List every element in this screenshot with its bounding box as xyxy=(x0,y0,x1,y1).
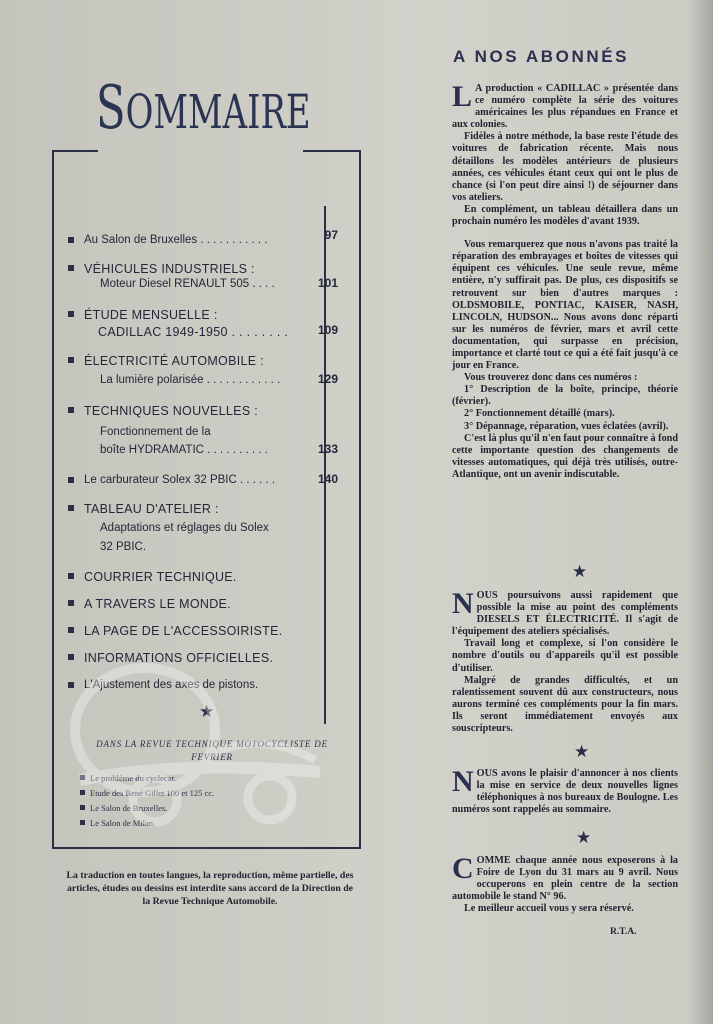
list-item: Le Salon de Milan. xyxy=(80,816,214,831)
star-icon: ★ xyxy=(574,742,590,761)
sommaire-title: SOMMAIRE xyxy=(96,73,311,143)
bullet-square-icon xyxy=(68,600,74,606)
paragraph xyxy=(452,765,678,816)
abonnes-block-foire xyxy=(452,852,678,915)
paragraph: Vous trouverez donc dans ces numéros : xyxy=(464,372,638,384)
toc-entry-title: COURRIER TECHNIQUE. xyxy=(84,570,237,584)
toc-entry-page: 101 xyxy=(317,276,338,290)
paragraph: 3° Dépannage, réparation, vues éclatées (avril). xyxy=(464,420,669,432)
toc-entry-subtitle: Moteur Diesel RENAULT 505 . . . . xyxy=(100,278,275,290)
bullet-square-icon xyxy=(68,477,74,483)
paragraph-text: OUS poursuivons aussi rapidement que possible la mise au point des compléments DIESELS ET ÉLECTRICITÉ. Il s'agit de l'équipement des ateliers spécialisés. xyxy=(452,590,678,638)
list-item: Le problème du cyclecar. xyxy=(80,771,214,786)
paragraph xyxy=(452,80,678,131)
paragraph: Fidèles à notre méthode, la base reste l'étude des voitures de fabrication récente. Mais nous détaillons les modèles antérieurs de plusieurs années, ces véhicules étant ceux qui ont le plus de chance (si l'on peut dire ainsi !) de séjourner dans vos ateliers. xyxy=(452,131,678,203)
paragraph: Malgré de grandes difficultés, et un ralentissement souvent dû aux constructeurs, nous aurons terminé ces compléments pour la fin mars. Ils seront immédiatement envoyés aux souscripteurs. xyxy=(452,674,678,735)
bullet-square-icon xyxy=(68,505,74,511)
toc-entry-title: ÉLECTRICITÉ AUTOMOBILE : xyxy=(84,354,264,368)
paragraph-text: OMME chaque année nous exposerons à la Foire de Lyon du 31 mars au 9 avril. Nous occuperons en plein centre de la section automobile le stand N° 96. xyxy=(452,855,678,903)
paragraph: C'est là plus qu'il n'en faut pour connaître à fond cette importante question des changements de vitesses automatiques, qui déjà très utilisés, outre-Atlantique, ont un avenir indiscutable. xyxy=(452,432,678,480)
toc-entry-title: A TRAVERS LE MONDE. xyxy=(84,597,231,611)
bullet-square-icon xyxy=(68,627,74,633)
drop-cap: N xyxy=(452,765,474,798)
toc-entry-title: TABLEAU D'ATELIER : xyxy=(84,502,219,516)
toc-entry-page: 97 xyxy=(324,228,338,242)
abonnes-block-telephone xyxy=(452,765,678,816)
toc-entry-title: LA PAGE DE L'ACCESSOIRISTE. xyxy=(84,624,283,638)
toc-entry-title: ÉTUDE MENSUELLE : xyxy=(84,308,218,322)
star-icon: ★ xyxy=(199,702,215,721)
abonnes-block-cadillac xyxy=(452,80,678,481)
toc-entry-title: TECHNIQUES NOUVELLES : xyxy=(84,404,259,418)
bullet-square-icon xyxy=(68,357,74,363)
list-item: Le Salon de Bruxelles. xyxy=(80,801,214,816)
bullet-square-icon xyxy=(68,311,74,317)
toc-entry-subtitle: 32 PBIC. xyxy=(100,541,147,553)
paragraph xyxy=(452,852,678,903)
abonnes-block-diesels xyxy=(452,587,678,735)
toc-entry-page: 133 xyxy=(317,442,338,456)
bullet-square-icon xyxy=(68,237,74,243)
toc-entry-subtitle: CADILLAC 1949-1950 . . . . . . . . xyxy=(98,325,289,339)
toc-entry-subtitle: Adaptations et réglages du Solex xyxy=(100,522,269,534)
drop-cap: N xyxy=(452,587,474,620)
toc-entry-title: INFORMATIONS OFFICIELLES. xyxy=(84,651,274,665)
list-item: Etude des René Gillet 100 et 125 cc. xyxy=(80,786,214,801)
paragraph: 1° Description de la boîte, principe, théorie (février). xyxy=(452,384,678,408)
toc-entry-page: 129 xyxy=(317,372,338,386)
toc-entry-subtitle: boîte HYDRAMATIC . . . . . . . . . . xyxy=(100,444,268,456)
toc-entry-title: L'Ajustement des axes de pistons. xyxy=(84,679,259,691)
toc-entry-subtitle: La lumière polarisée . . . . . . . . . . . . xyxy=(100,374,281,386)
paragraph xyxy=(452,587,678,638)
paragraph: Travail long et complexe, si l'on considère le nombre d'outils ou d'appareils qu'il est possible d'utiliser. xyxy=(452,638,678,674)
revue-moto-heading: DANS LA REVUE TECHNIQUE MOTOCYCLISTE DE FEVRIER xyxy=(96,739,328,762)
toc-entry-subtitle: Fonctionnement de la xyxy=(100,426,211,438)
bullet-square-icon xyxy=(68,265,74,271)
toc-entry-title: VÉHICULES INDUSTRIELS : xyxy=(84,262,255,276)
copyright-notice: La traduction en toutes langues, la reproduction, même partielle, des articles, études ou dessins est interdite sans accord de la Direction de la Revue Technique Automobile. xyxy=(66,870,354,907)
toc-entry-title: Le carburateur Solex 32 PBIC . . . . . . xyxy=(84,474,276,486)
bullet-square-icon xyxy=(68,407,74,413)
star-icon: ★ xyxy=(572,562,588,581)
retro-watermark-logo xyxy=(60,660,335,835)
bullet-square-icon xyxy=(68,573,74,579)
paragraph-text: OUS avons le plaisir d'annoncer à nos clients la mise en service de deux nouvelles lignes téléphoniques à nos bureaux de Boulogne. Les numéros sont rappelés au sommaire. xyxy=(452,768,678,816)
sommaire-title-rest: OMMAIRE xyxy=(125,85,311,140)
paragraph: Le meilleur accueil vous y sera réservé. xyxy=(464,903,634,915)
page-fold-shadow xyxy=(688,0,713,1024)
paragraph: Vous remarquerez que nous n'avons pas traité la réparation des embrayages et boîtes de vitesses qui équipent ces véhicules. Une seule revue, même entière, n'y suffirait pas. De plus, ces dispositifs se retrouvent sur bien d'autres marques : OLDSMOBILE, PONTIAC, KAISER, NASH, LINCOLN, HUDSON... Nous avons donc réparti sur les numéros de février, mars et avril cette documentation, qui surpasse en précision, importance et clarté tout ce qui a été fait jusqu'à ce jour en France. xyxy=(452,239,678,372)
abonnes-title: A NOS ABONNÉS xyxy=(453,47,630,66)
star-icon: ★ xyxy=(576,828,592,847)
paragraph: En complément, un tableau détaillera dans un prochain numéro les modèles d'avant 1939. xyxy=(452,203,678,228)
paragraph: 2° Fonctionnement détaillé (mars). xyxy=(464,408,615,420)
signature: R.T.A. xyxy=(610,927,637,937)
paragraph-text: A production « CADILLAC » présentée dans ce numéro complète la série des voitures américaines les plus répandues en France et aux colonies. xyxy=(452,83,678,131)
drop-cap: C xyxy=(452,852,474,885)
toc-entry-page: 109 xyxy=(317,323,338,337)
toc-entry-page: 140 xyxy=(317,472,338,486)
toc-entry-title: Au Salon de Bruxelles . . . . . . . . . . . xyxy=(84,234,268,246)
drop-cap: L xyxy=(452,80,473,113)
